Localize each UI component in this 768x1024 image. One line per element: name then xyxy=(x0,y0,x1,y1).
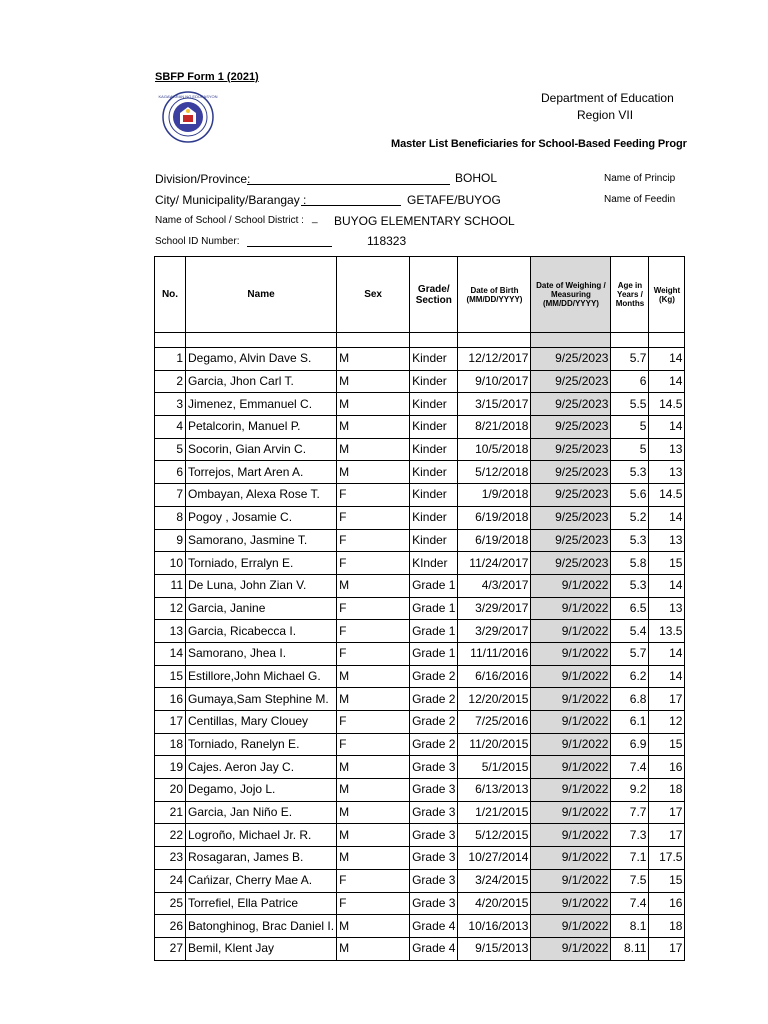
date-of-birth: 3/24/2015 xyxy=(458,869,531,892)
student-grade: Grade 2 xyxy=(410,665,458,688)
date-of-birth: 6/19/2018 xyxy=(458,506,531,529)
school-id-label: School ID Number: xyxy=(155,236,240,247)
age-value: 6 xyxy=(611,370,649,393)
age-value: 6.2 xyxy=(611,665,649,688)
student-sex: F xyxy=(337,733,410,756)
table-row xyxy=(155,915,685,938)
student-name: Bemil, Klent Jay xyxy=(186,937,337,960)
date-of-weighing: 9/1/2022 xyxy=(531,597,611,620)
row-number: 9 xyxy=(155,529,186,552)
age-value: 7.3 xyxy=(611,824,649,847)
student-name: Torrejos, Mart Aren A. xyxy=(186,461,337,484)
student-name: Degamo, Jojo L. xyxy=(186,779,337,802)
date-of-birth: 8/21/2018 xyxy=(458,416,531,439)
city-value: GETAFE/BUYOG xyxy=(407,193,501,207)
student-name: Logroño, Michael Jr. R. xyxy=(186,824,337,847)
date-of-birth: 5/12/2015 xyxy=(458,824,531,847)
date-of-weighing: 9/1/2022 xyxy=(531,779,611,802)
weight-value: 17 xyxy=(649,801,685,824)
student-grade: Grade 4 xyxy=(410,915,458,938)
age-value: 7.5 xyxy=(611,869,649,892)
date-of-birth: 10/5/2018 xyxy=(458,438,531,461)
student-name: Samorano, Jhea I. xyxy=(186,642,337,665)
date-of-weighing: 9/1/2022 xyxy=(531,801,611,824)
student-name: Gumaya,Sam Stephine M. xyxy=(186,688,337,711)
date-of-weighing: 9/1/2022 xyxy=(531,733,611,756)
table-row xyxy=(155,461,685,484)
student-name: Samorano, Jasmine T. xyxy=(186,529,337,552)
weight-value: 14 xyxy=(649,665,685,688)
student-name: Ombayan, Alexa Rose T. xyxy=(186,484,337,507)
date-of-birth: 9/10/2017 xyxy=(458,370,531,393)
row-number: 6 xyxy=(155,461,186,484)
student-name: Cańizar, Cherry Mae A. xyxy=(186,869,337,892)
student-grade: Grade 2 xyxy=(410,733,458,756)
row-number: 21 xyxy=(155,801,186,824)
student-grade: Grade 3 xyxy=(410,847,458,870)
table-row xyxy=(155,642,685,665)
row-number: 23 xyxy=(155,847,186,870)
student-name: Torrefiel, Ella Patrice xyxy=(186,892,337,915)
weight-value: 15 xyxy=(649,869,685,892)
table-row xyxy=(155,665,685,688)
row-number: 15 xyxy=(155,665,186,688)
date-of-birth: 11/20/2015 xyxy=(458,733,531,756)
principal-label: Name of Princip xyxy=(604,173,676,184)
student-name: Rosagaran, James B. xyxy=(186,847,337,870)
header-sex: Sex xyxy=(337,257,410,333)
city-underline xyxy=(301,205,401,206)
student-sex: M xyxy=(337,416,410,439)
form-title: SBFP Form 1 (2021) xyxy=(155,71,259,83)
student-grade: Grade 3 xyxy=(410,779,458,802)
student-sex: M xyxy=(337,801,410,824)
date-of-birth: 3/29/2017 xyxy=(458,597,531,620)
date-of-weighing: 9/1/2022 xyxy=(531,869,611,892)
table-row xyxy=(155,711,685,734)
row-number: 14 xyxy=(155,642,186,665)
student-grade: Kinder xyxy=(410,461,458,484)
student-sex: F xyxy=(337,620,410,643)
date-of-birth: 4/3/2017 xyxy=(458,574,531,597)
student-sex: M xyxy=(337,574,410,597)
header-age: Age in Years / Months xyxy=(611,257,649,333)
table-row xyxy=(155,847,685,870)
row-number: 25 xyxy=(155,892,186,915)
date-of-birth: 11/24/2017 xyxy=(458,552,531,575)
age-value: 6.9 xyxy=(611,733,649,756)
student-grade: Grade 3 xyxy=(410,756,458,779)
student-sex: F xyxy=(337,711,410,734)
table-row xyxy=(155,824,685,847)
feeding-label: Name of Feedin xyxy=(604,194,676,205)
weight-value: 14 xyxy=(649,370,685,393)
age-value: 5.2 xyxy=(611,506,649,529)
header-no: No. xyxy=(155,257,186,333)
student-grade: Grade 4 xyxy=(410,937,458,960)
beneficiaries-table xyxy=(154,256,685,961)
school-id-value: 118323 xyxy=(367,234,407,248)
student-grade: Grade 1 xyxy=(410,574,458,597)
weight-value: 13.5 xyxy=(649,620,685,643)
table-row xyxy=(155,506,685,529)
deped-seal-icon xyxy=(158,91,218,143)
age-value: 7.4 xyxy=(611,892,649,915)
date-of-weighing: 9/1/2022 xyxy=(531,915,611,938)
age-value: 8.11 xyxy=(611,937,649,960)
age-value: 6.1 xyxy=(611,711,649,734)
table-row xyxy=(155,370,685,393)
student-sex: M xyxy=(337,756,410,779)
table-row xyxy=(155,892,685,915)
weight-value: 15 xyxy=(649,552,685,575)
row-number: 19 xyxy=(155,756,186,779)
date-of-weighing: 9/1/2022 xyxy=(531,892,611,915)
age-value: 7.4 xyxy=(611,756,649,779)
student-grade: Grade 3 xyxy=(410,892,458,915)
student-grade: Grade 2 xyxy=(410,711,458,734)
weight-value: 18 xyxy=(649,915,685,938)
weight-value: 18 xyxy=(649,779,685,802)
student-sex: M xyxy=(337,915,410,938)
header-name: Name xyxy=(186,257,337,333)
table-row xyxy=(155,597,685,620)
weight-value: 13 xyxy=(649,461,685,484)
age-value: 5.7 xyxy=(611,348,649,371)
row-number: 27 xyxy=(155,937,186,960)
weight-value: 14 xyxy=(649,642,685,665)
weight-value: 14 xyxy=(649,574,685,597)
date-of-weighing: 9/25/2023 xyxy=(531,370,611,393)
age-value: 9.2 xyxy=(611,779,649,802)
date-of-birth: 1/21/2015 xyxy=(458,801,531,824)
date-of-weighing: 9/25/2023 xyxy=(531,461,611,484)
row-number: 1 xyxy=(155,348,186,371)
school-value: BUYOG ELEMENTARY SCHOOL xyxy=(334,214,515,228)
date-of-birth: 6/19/2018 xyxy=(458,529,531,552)
student-grade: Kinder xyxy=(410,438,458,461)
date-of-birth: 6/13/2013 xyxy=(458,779,531,802)
date-of-birth: 6/16/2016 xyxy=(458,665,531,688)
school-label: Name of School / School District : xyxy=(155,215,304,226)
student-grade: Kinder xyxy=(410,529,458,552)
date-of-birth: 10/16/2013 xyxy=(458,915,531,938)
student-grade: Kinder xyxy=(410,393,458,416)
student-grade: Kinder xyxy=(410,416,458,439)
date-of-weighing: 9/25/2023 xyxy=(531,393,611,416)
date-of-birth: 3/29/2017 xyxy=(458,620,531,643)
department-name: Department of Education xyxy=(541,91,674,105)
student-sex: F xyxy=(337,529,410,552)
age-value: 5.6 xyxy=(611,484,649,507)
date-of-weighing: 9/25/2023 xyxy=(531,506,611,529)
date-of-birth: 12/12/2017 xyxy=(458,348,531,371)
date-of-birth: 9/15/2013 xyxy=(458,937,531,960)
student-sex: F xyxy=(337,869,410,892)
date-of-birth: 5/12/2018 xyxy=(458,461,531,484)
weight-value: 14 xyxy=(649,348,685,371)
city-label: City/ Municipality/Barangay : xyxy=(155,193,307,207)
student-grade: Grade 1 xyxy=(410,642,458,665)
division-label: Division/Province: xyxy=(155,172,251,186)
age-value: 7.1 xyxy=(611,847,649,870)
weight-value: 14.5 xyxy=(649,393,685,416)
weight-value: 16 xyxy=(649,892,685,915)
table-row xyxy=(155,574,685,597)
student-name: Batonghinog, Brac Daniel I. xyxy=(186,915,337,938)
table-row xyxy=(155,688,685,711)
weight-value: 15 xyxy=(649,733,685,756)
student-grade: Kinder xyxy=(410,484,458,507)
student-sex: M xyxy=(337,824,410,847)
age-value: 5.7 xyxy=(611,642,649,665)
row-number: 12 xyxy=(155,597,186,620)
weight-value: 13 xyxy=(649,438,685,461)
age-value: 5.5 xyxy=(611,393,649,416)
weight-value: 17 xyxy=(649,824,685,847)
student-name: Socorin, Gian Arvin C. xyxy=(186,438,337,461)
student-grade: Kinder xyxy=(410,370,458,393)
age-value: 5.3 xyxy=(611,574,649,597)
row-number: 16 xyxy=(155,688,186,711)
weight-value: 17 xyxy=(649,688,685,711)
student-name: Degamo, Alvin Dave S. xyxy=(186,348,337,371)
weight-value: 17 xyxy=(649,937,685,960)
student-grade: Kinder xyxy=(410,348,458,371)
table-row xyxy=(155,801,685,824)
weight-value: 13 xyxy=(649,529,685,552)
date-of-birth: 5/1/2015 xyxy=(458,756,531,779)
row-number: 18 xyxy=(155,733,186,756)
row-number: 4 xyxy=(155,416,186,439)
date-of-weighing: 9/1/2022 xyxy=(531,620,611,643)
date-of-weighing: 9/1/2022 xyxy=(531,824,611,847)
student-sex: M xyxy=(337,393,410,416)
age-value: 5 xyxy=(611,416,649,439)
student-sex: F xyxy=(337,642,410,665)
weight-value: 14 xyxy=(649,506,685,529)
row-number: 24 xyxy=(155,869,186,892)
age-value: 6.5 xyxy=(611,597,649,620)
division-underline xyxy=(247,184,450,185)
weight-value: 14 xyxy=(649,416,685,439)
student-name: Cajes. Aeron Jay C. xyxy=(186,756,337,779)
row-number: 20 xyxy=(155,779,186,802)
date-of-weighing: 9/1/2022 xyxy=(531,665,611,688)
age-value: 8.1 xyxy=(611,915,649,938)
table-row xyxy=(155,348,685,371)
division-value: BOHOL xyxy=(455,171,498,185)
table-row xyxy=(155,733,685,756)
weight-value: 17.5 xyxy=(649,847,685,870)
date-of-birth: 1/9/2018 xyxy=(458,484,531,507)
header-dow: Date of Weighing / Measuring (MM/DD/YYYY) xyxy=(531,257,611,333)
weight-value: 12 xyxy=(649,711,685,734)
date-of-birth: 4/20/2015 xyxy=(458,892,531,915)
date-of-weighing: 9/1/2022 xyxy=(531,847,611,870)
student-sex: F xyxy=(337,506,410,529)
date-of-weighing: 9/1/2022 xyxy=(531,711,611,734)
student-sex: F xyxy=(337,552,410,575)
row-number: 11 xyxy=(155,574,186,597)
header-dob: Date of Birth (MM/DD/YYYY) xyxy=(458,257,531,333)
student-name: Garcia, Jhon Carl T. xyxy=(186,370,337,393)
student-grade: Grade 3 xyxy=(410,869,458,892)
date-of-weighing: 9/25/2023 xyxy=(531,416,611,439)
student-sex: M xyxy=(337,370,410,393)
date-of-birth: 3/15/2017 xyxy=(458,393,531,416)
student-name: Garcia, Ricabecca I. xyxy=(186,620,337,643)
student-sex: M xyxy=(337,665,410,688)
row-number: 3 xyxy=(155,393,186,416)
date-of-weighing: 9/25/2023 xyxy=(531,484,611,507)
date-of-weighing: 9/25/2023 xyxy=(531,348,611,371)
region-name: Region VII xyxy=(577,108,634,122)
table-row xyxy=(155,620,685,643)
date-of-birth: 10/27/2014 xyxy=(458,847,531,870)
date-of-birth: 7/25/2016 xyxy=(458,711,531,734)
student-sex: M xyxy=(337,438,410,461)
date-of-weighing: 9/1/2022 xyxy=(531,574,611,597)
table-row xyxy=(155,869,685,892)
weight-value: 13 xyxy=(649,597,685,620)
school-id-underline xyxy=(247,246,332,247)
student-sex: M xyxy=(337,348,410,371)
row-number: 17 xyxy=(155,711,186,734)
student-name: Petalcorin, Manuel P. xyxy=(186,416,337,439)
student-grade: Kinder xyxy=(410,506,458,529)
row-number: 8 xyxy=(155,506,186,529)
table-row xyxy=(155,552,685,575)
weight-value: 16 xyxy=(649,756,685,779)
student-sex: M xyxy=(337,779,410,802)
student-grade: Grade 3 xyxy=(410,824,458,847)
row-number: 2 xyxy=(155,370,186,393)
age-value: 5.8 xyxy=(611,552,649,575)
row-number: 7 xyxy=(155,484,186,507)
date-of-birth: 11/11/2016 xyxy=(458,642,531,665)
student-sex: F xyxy=(337,484,410,507)
table-row xyxy=(155,416,685,439)
date-of-weighing: 9/1/2022 xyxy=(531,756,611,779)
student-grade: Grade 1 xyxy=(410,597,458,620)
student-sex: M xyxy=(337,688,410,711)
document-title: Master List Beneficiaries for School-Based Feeding Progr xyxy=(391,138,687,150)
row-number: 13 xyxy=(155,620,186,643)
age-value: 7.7 xyxy=(611,801,649,824)
student-name: De Luna, John Zian V. xyxy=(186,574,337,597)
student-grade: Grade 3 xyxy=(410,801,458,824)
table-row xyxy=(155,393,685,416)
date-of-weighing: 9/1/2022 xyxy=(531,937,611,960)
student-grade: Grade 2 xyxy=(410,688,458,711)
student-name: Torniado, Erralyn E. xyxy=(186,552,337,575)
student-sex: M xyxy=(337,461,410,484)
student-grade: KInder xyxy=(410,552,458,575)
row-number: 26 xyxy=(155,915,186,938)
student-name: Garcia, Jan Niño E. xyxy=(186,801,337,824)
age-value: 5.3 xyxy=(611,529,649,552)
table-row xyxy=(155,779,685,802)
student-sex: F xyxy=(337,892,410,915)
student-name: Centillas, Mary Clouey xyxy=(186,711,337,734)
age-value: 5 xyxy=(611,438,649,461)
student-grade: Grade 1 xyxy=(410,620,458,643)
row-number: 10 xyxy=(155,552,186,575)
date-of-weighing: 9/25/2023 xyxy=(531,552,611,575)
row-number: 22 xyxy=(155,824,186,847)
date-of-weighing: 9/25/2023 xyxy=(531,529,611,552)
student-name: Pogoy , Josamie C. xyxy=(186,506,337,529)
student-name: Torniado, Ranelyn E. xyxy=(186,733,337,756)
student-name: Jimenez, Emmanuel C. xyxy=(186,393,337,416)
student-sex: M xyxy=(337,937,410,960)
date-of-weighing: 9/1/2022 xyxy=(531,688,611,711)
header-grade: Grade/ Section xyxy=(410,257,458,333)
spacer-row xyxy=(155,333,685,348)
row-number: 5 xyxy=(155,438,186,461)
table-row xyxy=(155,937,685,960)
student-name: Garcia, Janine xyxy=(186,597,337,620)
age-value: 6.8 xyxy=(611,688,649,711)
student-sex: F xyxy=(337,597,410,620)
age-value: 5.4 xyxy=(611,620,649,643)
date-of-weighing: 9/1/2022 xyxy=(531,642,611,665)
student-sex: M xyxy=(337,847,410,870)
student-name: Estillore,John Michael G. xyxy=(186,665,337,688)
header-weight: Weight (Kg) xyxy=(649,257,685,333)
date-of-weighing: 9/25/2023 xyxy=(531,438,611,461)
svg-text:KAGAWARAN NG EDUKASYON: KAGAWARAN NG EDUKASYON xyxy=(158,94,218,99)
table-row xyxy=(155,756,685,779)
age-value: 5.3 xyxy=(611,461,649,484)
school-dash: _ xyxy=(312,213,318,224)
weight-value: 14.5 xyxy=(649,484,685,507)
table-row xyxy=(155,529,685,552)
date-of-birth: 12/20/2015 xyxy=(458,688,531,711)
table-row xyxy=(155,484,685,507)
table-row xyxy=(155,438,685,461)
